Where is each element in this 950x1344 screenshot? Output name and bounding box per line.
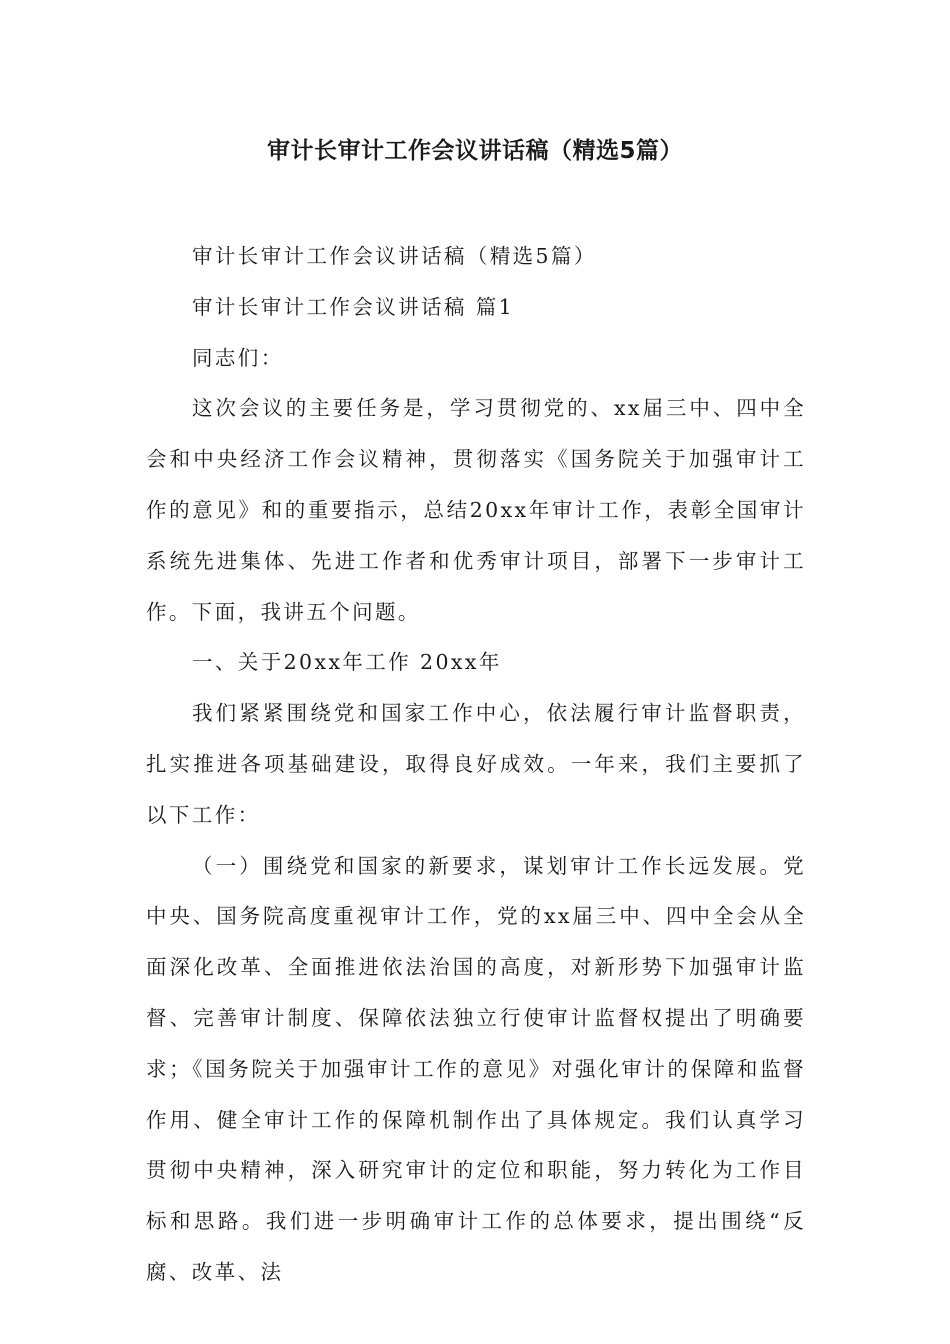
document-title: 审计长审计工作会议讲话稿（精选5篇） (266, 138, 683, 164)
paragraph-subtitle: 审计长审计工作会议讲话稿（精选5篇） (192, 244, 597, 268)
paragraph-summary: 我们紧紧围绕党和国家工作中心，依法履行审计监督职责，扎实推进各项基础建设，取得良好成效。一年来，我们主要抓了以下工作： (146, 701, 806, 827)
paragraph-section-heading: 审计长审计工作会议讲话稿 篇1 (192, 294, 515, 319)
paragraph-item-one: （一）围绕党和国家的新要求，谋划审计工作长远发展。党中央、国务院高度重视审计工作，党的xx届三中、四中全会从全面深化改革、全面推进依法治国的高度，对新形势下加强审计监督、完善审计制度、保障依法独立行使审计监督权提出了明确要求；《国务院关于加强审计工作的意见》对强化审计的保障和监督作用、健全审计工作的保障机制作出了具体规定。我们认真学习贯彻中央精神，深入研究审计的定位和职能，努力转化为工作目标和思路。我们进一步明确审计工作的总体要求，提出围绕“反腐、改革、法 (146, 853, 806, 1284)
paragraph-part-one-heading: 一、关于20xx年工作 20xx年 (192, 650, 502, 675)
paragraph-intro: 这次会议的主要任务是，学习贯彻党的、xx届三中、四中全会和中央经济工作会议精神，贯彻落实《国务院关于加强审计工作的意见》和的重要指示，总结20xx年审计工作，表彰全国审计系统先进集体、先进工作者和优秀审计项目，部署下一步审计工作。下面，我讲五个问题。 (146, 396, 806, 624)
paragraph-salutation: 同志们： (192, 345, 284, 370)
document-body (146, 231, 806, 1298)
